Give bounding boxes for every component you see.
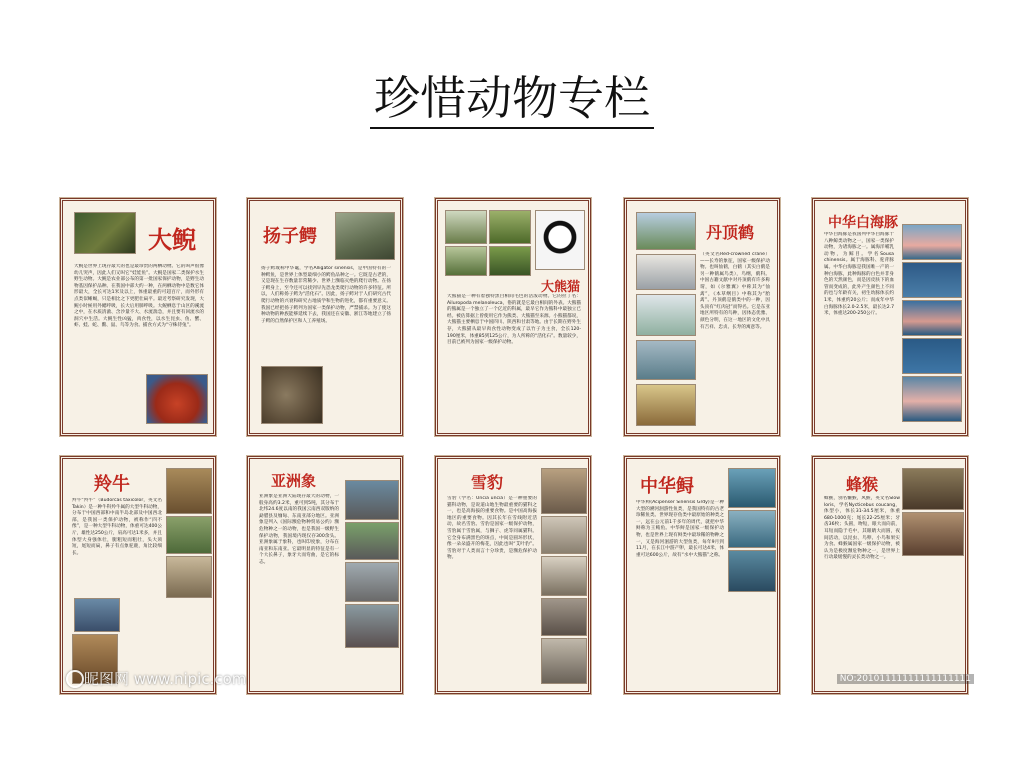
photo-crane-4 bbox=[636, 340, 696, 380]
watermark-id: NO:20101111111111111111 bbox=[837, 674, 974, 684]
photo-salamander-2 bbox=[146, 374, 208, 424]
photo-dolphin-2 bbox=[902, 262, 962, 298]
photo-elephant-4 bbox=[345, 604, 399, 648]
photo-takin-4 bbox=[74, 598, 120, 632]
panel-chinese-white-dolphin bbox=[812, 198, 968, 436]
panel-slow-loris bbox=[812, 456, 968, 694]
photo-elephant-3 bbox=[345, 562, 399, 602]
panel-text: 蜂猴，别名懒猴，风猴，英文名Slow loris，学名Nycticebus coucang，体型小，体长31-34.5厘米，体重680-1000克；尾长22-25厘米；牙齿36枚；头圆，吻短，眼大而向前，耳短而隐于毛中，其眼睛大而圆，夜间活动，以昆虫、鸟卵、小鸟和果实为食。蜂猴属国家一级保护动物，被认为是极度濒危物种之一，是世界上行动最缓慢的灵长类动物之一。 bbox=[824, 496, 900, 561]
panel-text: 雪豹（学名：Uncia uncia）是一种重要的猫科动物，是说道山地生物最重要的猫科之一，也是高海拔的重要食物。是中国高海拔地区的重要食物。因其长年在雪线附近活动，故名雪豹。雪豹是国家一级保护动物，雪豹属于雪豹属，与狮子、虎等同属猫科。它全身布满黑色的斑点，中间是圆环形状，像一朵朵盛开的梅花，因此也叫“艾叶豹”。雪豹对于人类而言十分珍贵，是濒危保护动物。 bbox=[447, 496, 537, 561]
panel-giant-salamander bbox=[60, 198, 216, 436]
panel-chinese-sturgeon bbox=[624, 456, 780, 694]
panel-text: 中华鲟(Acipenser Sinensis Grdy)是一种大型的溯河洄游性鱼类，是我国特有的古老珍稀鱼类。世界现存鱼类中最原始的种类之一，远在公元前1千多年的周代，就把中华鲟称为王鲔鱼。中华鲟是国家一级保护动物，也是世界上现有鲟类中最珍稀的物种之一，又是海河洄游的大型鱼类，每年9月到11月，在长江中游产卵，最长可达4米，体重可达600公斤，故有“水中大熊猫”之称。 bbox=[636, 500, 724, 558]
photo-crane-2 bbox=[636, 254, 696, 290]
panel-title: 雪豹 bbox=[471, 473, 504, 492]
panel-title: 羚牛 bbox=[94, 474, 130, 495]
photo-sturgeon-2 bbox=[728, 510, 776, 548]
photo-panda-2 bbox=[489, 210, 531, 244]
photo-salamander-1 bbox=[74, 212, 136, 254]
panel-title: 大鲵 bbox=[148, 225, 196, 254]
panel-text: 亚洲象是亚洲大陆现存最大的动物，一般身高约3.2米，重可到5吨，其分布于北纬24.6度以南的我国云南西双版纳的勐腊县及缅甸、东南亚部分地区。亚洲象是列入《国际濒危物种贸易公约》濒危物种之一的动物，也是我国一级野生保护动物，我国境内现仅存300余头。亚洲象属于象科，也叫印度象，分布在南亚和东南亚。它最明显的特征是有一个大长鼻子，象牙大而弯曲，是它的标志。 bbox=[259, 494, 339, 565]
photo-leopard-5 bbox=[541, 638, 587, 684]
photo-panda-1 bbox=[445, 210, 487, 244]
panel-giant-panda bbox=[435, 198, 591, 436]
watermark-text: 昵图网 www.nipic.com bbox=[84, 670, 247, 688]
panel-text: 扬子鳄或称中华鼍，学名Alligator sinensis，是中国特有的一种鳄鱼，是世界上体型最细小的鳄鱼品种之一。它既是古老的，又是现在生存数量非常稀少、世界上濒临灭绝的爬行动物。在扬子鳄身上，至今还可以找到早先恐龙类爬行动物的许多特征。所以，人们称扬子鳄为“活化石”。因此，扬子鳄对于人们研究古代爬行动物的兴衰和研究古地质学和生物的进化，都有重要意义。我国已经把扬子鳄列为国家一类保护动物，严禁捕杀。为了使这种动物的种族能够延续下去，我国还在安徽、浙江等地建立了扬子鳄的自然保护区和人工养殖场。 bbox=[261, 266, 391, 324]
photo-takin-1 bbox=[166, 468, 212, 514]
panel-asian-elephant bbox=[247, 456, 403, 694]
photo-loris-2 bbox=[902, 512, 964, 556]
panel-text: 羚牛“羚牛”（Budorcas taxicolor，英文名Takin）是一种牛科羚牛属的大型牛科动物，分布于中国西部和中南半岛北部及中国西北部，是我国一类保护动物，被称作“四不像”，是一种大型牛科动物，体重可达400公斤，雄性达250公斤，肩高可达1米多，并且体型大身强体壮，腿粗短而粗壮，头大颈短，尾短而扁，鼻子有点象驼鹿，角比较细长。 bbox=[72, 498, 162, 556]
photo-dolphin-5 bbox=[902, 376, 962, 422]
panel-snow-leopard bbox=[435, 456, 591, 694]
photo-dolphin-3 bbox=[902, 300, 962, 336]
panel-title: 扬子鳄 bbox=[263, 226, 317, 247]
panel-text: （英文名Red-crowned crane）——长寿的象征，国家一级保护动物。也叫仙鹤，白鹤（其实白鹤是另一种鹤属鸟类），鸟纲，鹤科。中国古籍文献中对丹顶鹤有许多称谓，如《尔雅翼》中称其为“仙禽”，《本草纲目》中称其为“胎禽”。丹顶鹤是鹤类中的一种，因头顶有“红肉冠”而得名。它是东亚地区所特有的鸟种，因体态优雅、颜色分明，在这一地区的文化中具有吉祥、忠贞、长寿的寓意等。 bbox=[700, 252, 770, 330]
photo-takin-3 bbox=[166, 556, 212, 598]
panel-title: 蜂猴 bbox=[846, 475, 879, 494]
photo-crane-3 bbox=[636, 294, 696, 336]
photo-leopard-3 bbox=[541, 556, 587, 596]
panel-title: 丹顶鹤 bbox=[706, 223, 755, 242]
panel-text: 大鲵是世界上现存最大的也是最珍贵的两栖动物。它的叫声很像幼儿哭声，因此人们又叫它“娃娃鱼”。大鲵是国家二类保护水生野生动物。大鲵是农业部公布的第一批国家保护动物，是野生动物基因保护品种。在我国中部大约一种，在两栖动物中是数它体形最大，全长可达1米及以上，体重最重的可超百斤，而外形有点类似蜥蜴，只是相比之下更肥壮扁平。最近考察研究发现，大鲵小时候用外鳃呼吸，长大后用肺呼吸。大鲵栖息于山区的溪流之中，在水质清澈、含沙量不大、水流湍急，并且要有回流水的洞穴中生活。大鲵生性凶猛，肉食性，以水生昆虫、鱼、蟹、虾、蛙、蛇、鳖、鼠、鸟等为食。捕食方式为“守株待兔”。 bbox=[74, 264, 204, 329]
photo-leopard-1 bbox=[541, 468, 587, 514]
panel-title: 亚洲象 bbox=[271, 472, 317, 490]
photo-crane-1 bbox=[636, 212, 696, 250]
slide-title-text: 珍惜动物专栏 bbox=[370, 71, 654, 129]
photo-sturgeon-1 bbox=[728, 468, 776, 508]
panel-red-crowned-crane bbox=[624, 198, 780, 436]
photo-elephant-1 bbox=[345, 480, 399, 520]
photo-dolphin-4 bbox=[902, 338, 962, 374]
photo-leopard-4 bbox=[541, 598, 587, 636]
photo-panda-5 bbox=[489, 246, 531, 276]
panel-takin bbox=[60, 456, 216, 694]
photo-leopard-2 bbox=[541, 516, 587, 554]
watermark-logo-icon bbox=[66, 670, 84, 688]
panel-title: 中华鲟 bbox=[640, 476, 694, 497]
photo-sturgeon-3 bbox=[728, 550, 776, 592]
photo-takin-2 bbox=[166, 516, 212, 554]
panel-text: 大熊猫是一种有着独特黑白相间毛色的活泼动物。它的拉丁名：Ailuropoda melanoleuca，俗的就是它最白相间的外表。大熊猫的熊属是一个独立了一个亿近的科属，最早它作为熊科中最独立已经。被估算据上曾使用它作为熊类、大熊猫至来源。小熊猫都说，大熊猫主要栖息于中国四川、陕西和甘肃等地。由于长期在野外生存，大熊猫从最早肉食性动物变成了以竹子为主食，全长120-190厘米，体重85到125公斤，为人所称的“活化石”。数量较少，目前已被列为国家一级保护动物。 bbox=[447, 294, 581, 346]
photo-alligator-1 bbox=[335, 212, 395, 260]
photo-elephant-2 bbox=[345, 522, 399, 560]
panel-text: 中华白海豚是我国列中华白海豚十八种鲸类动物之一，国家一类保护动物，为诸海豚之一。属海洋哺乳动物，为鲸目。学名Sousa chinensis。属于海豚科、驼背豚属。中华白海豚是我国唯一产的一种白海豚，此种海豚的白色并非身色的天然颜色，而是因皮肤下的血管而变成的，此外产生颜色上不同的也与年龄有关，初生幼豚体长约1米，体重约20公斤；而成年中华白海豚体长2.0-2.5米，最长达2.7米，体重达200-250公斤。 bbox=[824, 232, 894, 317]
panel-title: 大熊猫 bbox=[541, 280, 581, 295]
panel-chinese-alligator bbox=[247, 198, 403, 436]
slide-title bbox=[0, 62, 1024, 128]
photo-panda-3 bbox=[535, 210, 585, 270]
photo-panda-4 bbox=[445, 246, 487, 276]
photo-alligator-2 bbox=[261, 366, 323, 424]
photo-dolphin-1 bbox=[902, 224, 962, 260]
photo-loris-1 bbox=[902, 468, 964, 510]
panel-title: 中华白海豚 bbox=[828, 215, 898, 231]
photo-crane-5 bbox=[636, 384, 696, 426]
